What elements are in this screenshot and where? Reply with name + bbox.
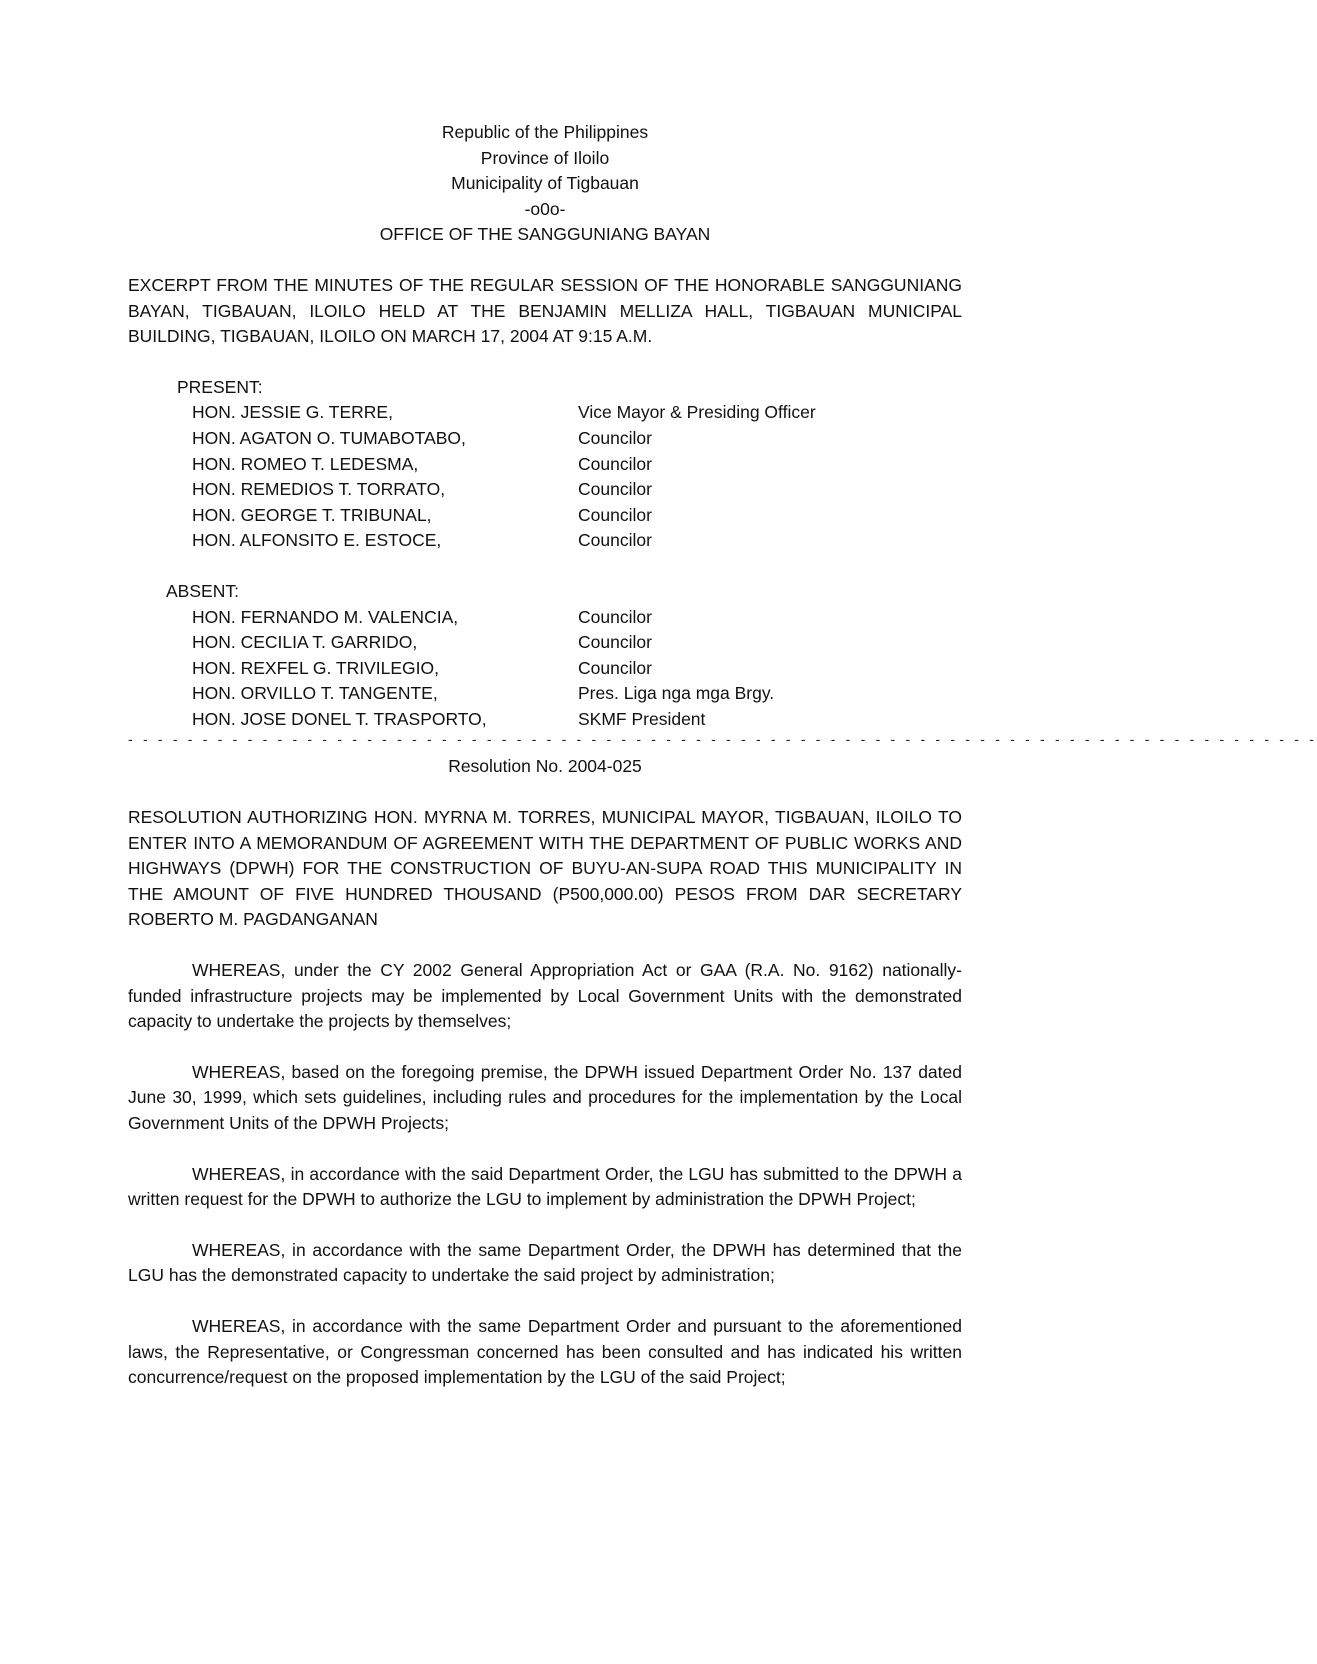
member-role: Pres. Liga nga mga Brgy.: [578, 683, 775, 704]
roster-row: [128, 656, 962, 682]
member-role: Councilor: [578, 657, 652, 678]
member-name: HON. REXFEL G. TRIVILEGIO,: [192, 657, 439, 678]
document-header: [128, 120, 962, 248]
member-name: HON. ORVILLO T. TANGENTE,: [192, 683, 438, 704]
member-name: HON. CECILIA T. GARRIDO,: [192, 632, 418, 653]
member-role: Councilor: [578, 427, 652, 448]
roster-row: [128, 630, 962, 656]
roster-row: [128, 477, 962, 503]
member-role: Councilor: [578, 530, 652, 551]
member-name: HON. GEORGE T. TRIBUNAL,: [192, 504, 432, 525]
whereas-clause: WHEREAS, in accordance with the same Department Order and pursuant to the aforementioned laws, the Representative, or Congressman concerned has been consulted and has indicated his written concurrence/request on the proposed implementation by the LGU of the said Project;: [128, 1315, 962, 1388]
roster-row: [128, 503, 962, 529]
member-role: Vice Mayor & Presiding Officer: [578, 402, 816, 423]
member-name: HON. REMEDIOS T. TORRATO,: [192, 479, 446, 500]
roster-row: [128, 452, 962, 478]
member-name: HON. JESSIE G. TERRE,: [192, 402, 393, 423]
member-role: Councilor: [578, 479, 652, 500]
member-role: Councilor: [578, 504, 652, 525]
resolution-number: Resolution No. 2004-025: [448, 756, 642, 777]
dashed-separator: - - - - - - - - - - - - - - - - - - - - - - - - - - - - - - - - - - - - - - - - - - - - - - - - - - - - - - - - - - - - - - - - - - - - - - - - - - - - - - - -: [128, 731, 1317, 748]
roster-row: [128, 426, 962, 452]
document-page: [128, 120, 1317, 1391]
whereas-clause: WHEREAS, under the CY 2002 General Appropriation Act or GAA (R.A. No. 9162) nationally-funded infrastructure projects may be implemented by Local Government Units with the demonstrated capacity to undertake the projects by themselves;: [128, 960, 962, 1032]
member-name: HON. ROMEO T. LEDESMA,: [192, 453, 419, 474]
whereas-clause: WHEREAS, in accordance with the same Department Order, the DPWH has determined that the LGU has the demonstrated capacity to undertake the said project by administration;: [128, 1239, 962, 1286]
header-office: OFFICE OF THE SANGGUNIANG BAYAN: [379, 224, 711, 245]
header-divider: -o0o-: [524, 198, 566, 219]
member-name: HON. ALFONSITO E. ESTOCE,: [192, 530, 442, 551]
header-municipality: Municipality of Tigbauan: [451, 173, 639, 194]
member-name: HON. FERNANDO M. VALENCIA,: [192, 606, 459, 627]
roster-row: [128, 605, 962, 631]
header-province: Province of Iloilo: [480, 147, 610, 168]
roster-row: [128, 681, 962, 707]
whereas-clause: WHEREAS, in accordance with the said Department Order, the LGU has submitted to the DPWH a written request for the DPWH to authorize the LGU to implement by administration the DPWH Project;: [128, 1163, 962, 1210]
member-role: Councilor: [578, 453, 652, 474]
member-name: HON. AGATON O. TUMABOTABO,: [192, 427, 466, 448]
member-role: SKMF President: [578, 708, 706, 729]
member-name: HON. JOSE DONEL T. TRASPORTO,: [192, 708, 487, 729]
roster-row: [128, 400, 962, 426]
present-roster: [128, 400, 962, 554]
roster-row: [128, 528, 962, 554]
absent-roster: [128, 605, 962, 733]
header-republic: Republic of the Philippines: [441, 122, 649, 142]
roster-row: [128, 707, 962, 733]
whereas-clause: WHEREAS, based on the foregoing premise, the DPWH issued Department Order No. 137 dated June 30, 1999, which sets guidelines, including rules and procedures for the implementation by the Local Government Units of the DPWH Projects;: [128, 1061, 962, 1133]
excerpt-paragraph: EXCERPT FROM THE MINUTES OF THE REGULAR SESSION OF THE HONORABLE SANGGUNIANG BAYAN, TIGBAUAN, ILOILO HELD AT THE BENJAMIN MELLIZA HALL, TIGBAUAN MUNICIPAL BUILDING, TIGBAUAN, ILOILO ON MARCH 17, 2004 AT 9:15 A.M.: [128, 274, 962, 347]
member-role: Councilor: [578, 606, 652, 627]
resolution-title: RESOLUTION AUTHORIZING HON. MYRNA M. TORRES, MUNICIPAL MAYOR, TIGBAUAN, ILOILO TO ENTER INTO A MEMORANDUM OF AGREEMENT WITH THE DEPARTMENT OF PUBLIC WORKS AND HIGHWAYS (DPWH) FOR THE CONSTRUCTION OF BUYU-AN-SUPA ROAD THIS MUNICIPALITY IN THE AMOUNT OF FIVE HUNDRED THOUSAND (P500,000.00) PESOS FROM DAR SECRETARY ROBERTO M. PAGDANGANAN: [128, 807, 962, 930]
present-label: PRESENT:: [177, 376, 263, 397]
absent-label: ABSENT:: [166, 580, 239, 601]
member-role: Councilor: [578, 632, 652, 653]
